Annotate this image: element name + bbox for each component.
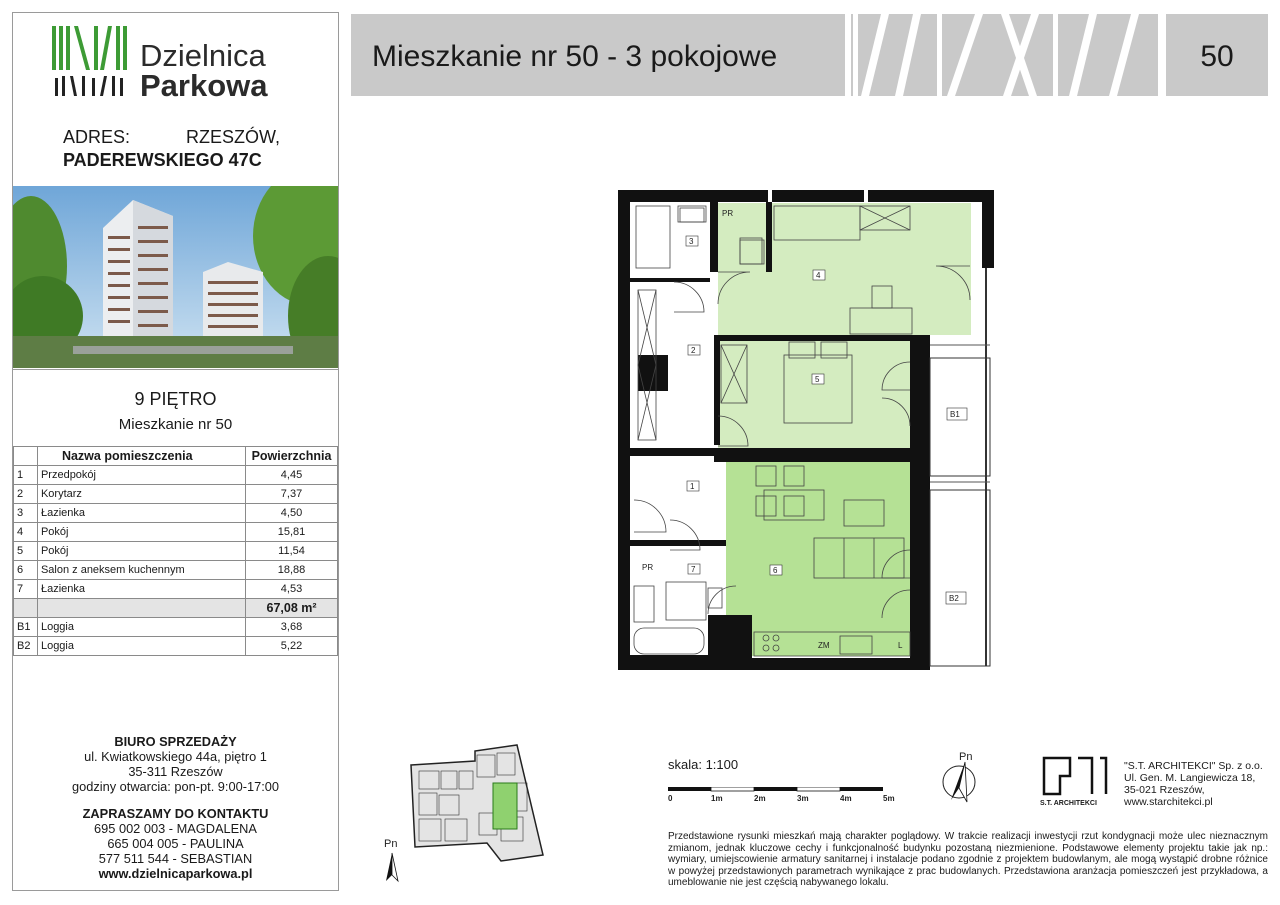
contact-phone[interactable]: 665 004 005 - PAULINA [107,836,244,851]
compass-icon [372,835,412,885]
brand-logo [52,26,312,103]
room-4-area [718,203,971,335]
room-2-label: 2 [691,346,696,355]
room-number: 7 [14,580,38,599]
contact-phone[interactable]: 695 002 003 - MAGDALENA [94,821,257,836]
loggia-b1-label: B1 [950,410,960,419]
table-row [14,637,338,656]
floor-plan [618,190,994,670]
loggia-b2-label: B2 [949,594,959,603]
scale-tick: 2m [754,794,766,803]
page-title: Mieszkanie nr 50 - 3 pokojowe [372,40,778,73]
table-row [14,485,338,504]
rooms-table [13,446,338,656]
scale-tick: 0 [668,794,673,803]
address-city: RZESZÓW, [186,127,280,147]
scale-bar [668,787,908,809]
room-area: 11,54 [246,542,338,561]
address-label: ADRES: [63,127,131,147]
sales-title: BIURO SPRZEDAŻY [114,734,237,749]
architect-street: Ul. Gen. M. Langiewicza 18, [1124,772,1256,784]
sales-street: ul. Kwiatkowskiego 44a, piętro 1 [84,749,267,764]
contact-title: ZAPRASZAMY DO KONTAKTU [82,806,269,821]
scale-tick: 5m [883,794,895,803]
table-header-name: Nazwa pomieszczenia [37,447,245,466]
sales-office-info [13,734,338,881]
compass-label: Pn [384,838,398,850]
scale-tick: 3m [797,794,809,803]
room-5-label: 5 [815,375,820,384]
total-area: 67,08 m² [246,599,338,618]
table-row [14,466,338,485]
table-total-row [14,599,338,618]
room-3-label: 3 [689,237,694,246]
pr-label: PR [642,563,654,572]
room-4-label: 4 [816,271,821,280]
architect-website[interactable]: www.starchitekci.pl [1124,796,1213,808]
room-name: Pokój [37,542,245,561]
compass-icon [935,748,985,804]
apartment-number: 50 [1200,40,1234,73]
room-name: Korytarz [37,485,245,504]
floor-label: 9 PIĘTRO [134,389,217,409]
room-name: Pokój [37,523,245,542]
room-name: Salon z aneksem kuchennym [37,561,245,580]
table-row [14,561,338,580]
room-number: 6 [14,561,38,580]
disclaimer-text: Przedstawione rysunki mieszkań mają charakter poglądowy. W trakcie realizacji inwestycji rzut kondygnacji może ulec nieznacznym zmianom, jednak kluczowe cechy i funkcjonalność budynku pozostaną niezmienione. Podstawowe elementy projektu takie jak np.: wymiary, umiejscowienie armatury sanitarnej i instalacje podano zgodnie z projektem budowlanym, ale mogą wystąpić drobne różnice w powyżej przedstawionych parametrach wynikające z prac budowlanych. Przedstawiona aranżacja pomieszczeń jest przykładowa, a umeblowanie nie jest częścią nabywanego lokalu. [668,831,1268,889]
room-6-area [726,462,912,656]
room-number: 5 [14,542,38,561]
loggia-name: Loggia [37,637,245,656]
scale-label: skala: 1:100 [668,757,739,772]
l-label: L [898,641,903,650]
apartment-label: Mieszkanie nr 50 [118,416,233,433]
fridge-label: ZM [818,641,830,650]
scale-tick: 1m [711,794,723,803]
table-row [14,523,338,542]
room-name: Łazienka [37,580,245,599]
loggia-area: 5,22 [246,637,338,656]
brand-name-line2: Parkowa [140,68,268,103]
room-area: 15,81 [246,523,338,542]
divider [13,369,338,370]
pr-label: PR [722,209,734,218]
decorative-stripes [851,14,1158,96]
room-name: Łazienka [37,504,245,523]
table-header-row [14,447,338,466]
sales-city: 35-311 Rzeszów [128,764,223,779]
brand-name-line1: Dzielnica [140,38,266,73]
room-area: 4,45 [246,466,338,485]
loggia-number: B2 [14,637,38,656]
room-number: 2 [14,485,38,504]
table-row [14,580,338,599]
scale-tick: 4m [840,794,852,803]
architect-city: 35-021 Rzeszów, [1124,784,1205,796]
sales-hours: godziny otwarcia: pon-pt. 9:00-17:00 [71,779,279,794]
room-1-label: 1 [690,482,695,491]
room-name: Przedpokój [37,466,245,485]
table-row [14,618,338,637]
loggia-area: 3,68 [246,618,338,637]
room-area: 4,53 [246,580,338,599]
website-link[interactable]: www.dzielnicaparkowa.pl [98,866,253,881]
building-render-image [13,186,338,368]
architect-logo-caption: S.T. ARCHITEKCI [1040,800,1097,807]
architect-info [1124,760,1263,808]
room-number: 4 [14,523,38,542]
table-row [14,542,338,561]
room-7-label: 7 [691,565,696,574]
room-area: 18,88 [246,561,338,580]
total-empty-cell [37,599,245,618]
total-empty-cell [14,599,38,618]
architect-company: "S.T. ARCHITEKCI" Sp. z o.o. [1124,760,1263,772]
loggia-name: Loggia [37,618,245,637]
loggia-number: B1 [14,618,38,637]
room-number: 3 [14,504,38,523]
compass-label: Pn [959,751,973,763]
table-header-area: Powierzchnia [246,447,338,466]
brand-logo-icon [52,26,128,98]
address-street: PADEREWSKIEGO 47C [63,150,262,170]
table-header-no [14,447,38,466]
table-row [14,504,338,523]
room-area: 4,50 [246,504,338,523]
room-number: 1 [14,466,38,485]
room-6-label: 6 [773,566,778,575]
contact-phone[interactable]: 577 511 544 - SEBASTIAN [98,851,253,866]
site-plan-image [405,743,545,863]
room-area: 7,37 [246,485,338,504]
